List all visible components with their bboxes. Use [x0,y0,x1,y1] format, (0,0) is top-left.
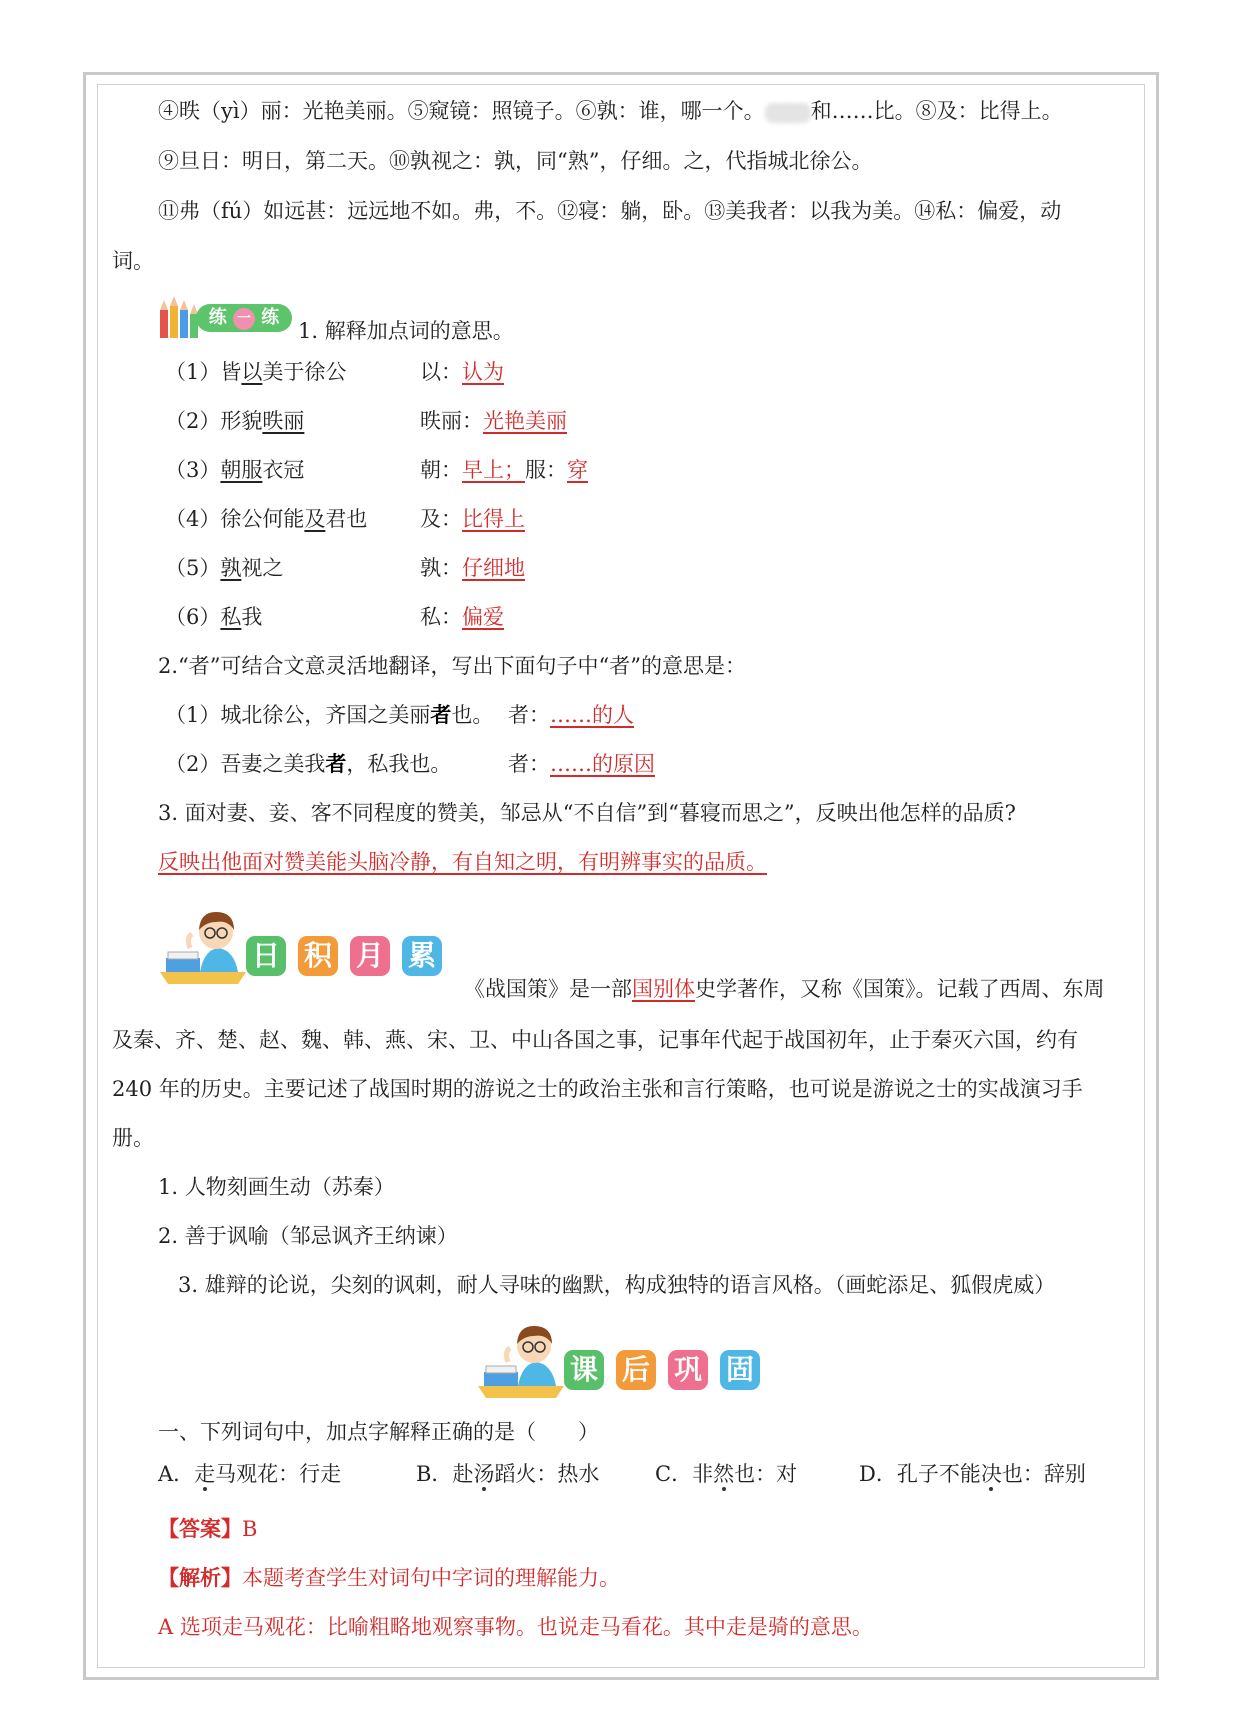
keyword: 朝服 [220,458,263,482]
answer: ……的原因 [550,752,655,776]
answer: 穿 [567,458,588,482]
note-text: 和……比。⑧及：比得上。 [810,99,1063,123]
accumulate-paragraph-line: 及秦、齐、楚、赵、魏、韩、燕、宋、卫、中山各国之事，记事年代起于战国初年，止于秦灭六国，约有 [112,1028,1078,1052]
answer: 认为 [462,360,504,384]
student-reading-illustration [160,908,246,986]
feature-item: 1. 人物刻画生动（苏秦） [158,1175,395,1199]
note-line-4: 词。 [112,249,154,273]
note-line-1 [158,96,1063,126]
student-icon [160,908,246,986]
keyword: 私 [220,605,242,629]
keyword: 及 [304,507,326,531]
title-char: 积 [298,936,338,976]
keyword: 以 [241,360,263,384]
practice-q1-title: 1. 解释加点词的意思。 [298,319,514,343]
title-char: 固 [720,1350,760,1390]
answer: 光艳美丽 [483,409,567,433]
practice-q2-title: 2.“者”可结合文意灵活地翻译，写出下面句子中“者”的意思是： [158,654,746,678]
feature-item: 2. 善于讽喻（邹忌讽齐王纳谏） [158,1224,458,1248]
practice-pill: 练 一 练 [196,304,292,332]
answer-value: B [242,1517,258,1541]
blurred-region [765,103,811,123]
review-question-title: 一、下列词句中，加点字解释正确的是（ ） [158,1420,599,1444]
dotted-keyword: 汤 [473,1462,495,1486]
option-c: C．非然也：对 [655,1462,798,1486]
title-char: 课 [564,1350,604,1390]
answer: 比得上 [462,507,525,531]
option-a: A．走马观花：行走 [158,1462,342,1486]
note-line-3: ⑪弗（fú）如远甚：远远地不如。弗，不。⑫寝：躺，卧。⑬美我者：以我为美。⑭私：偏爱，动 [158,199,1062,223]
title-char: 后 [616,1350,656,1390]
keyword: 者 [430,702,452,727]
option-d: D．孔子不能决也：辞别 [859,1462,1086,1486]
practice-q3-answer: 反映出他面对赞美能头脑冷静，有自知之明，有明辨事实的品质。 [158,850,767,874]
answer: 偏爱 [462,605,504,629]
keyword: 孰 [220,556,242,580]
answer: 仔细地 [462,556,525,580]
title-char: 巩 [668,1350,708,1390]
note-text: ④昳（yì）丽：光艳美丽。⑤窥镜：照镜子。⑥孰：谁，哪一个。 [158,99,765,123]
dotted-keyword: 然 [713,1462,735,1486]
keyword: 昳丽 [262,409,305,433]
practice-q3-title: 3. 面对妻、妾、客不同程度的赞美，邹忌从“不自信”到“暮寝而思之”，反映出他怎样的品质? [158,801,1016,825]
answer-line: 【答案】B [158,1516,258,1541]
keyword: 者 [325,751,347,776]
practice-badge [158,296,292,340]
analysis-note: A 选项走马观花：比喻粗略地观察事物。也说走马看花。其中走是骑的意思。 [158,1615,873,1639]
accumulate-paragraph-line: 册。 [112,1126,154,1150]
note-line-2: ⑨旦日：明日，第二天。⑩孰视之：孰，同“熟”，仔细。之，代指城北徐公。 [158,149,873,173]
analysis-line: 【解析】本题考查学生对词句中字词的理解能力。 [158,1565,620,1590]
answer: 早上； [462,458,525,482]
title-char: 累 [402,936,442,976]
student-reading-illustration [478,1322,564,1400]
dotted-keyword: 走 [194,1462,216,1486]
option-b: B．赴汤蹈火：热水 [416,1462,600,1486]
student-icon [478,1322,564,1400]
answer: ……的人 [550,703,634,727]
title-char: 日 [246,936,286,976]
feature-item: 3. 雄辩的论说，尖刻的讽刺，耐人寻味的幽默，构成独特的语言风格。（画蛇添足、狐假虎威） [178,1273,1056,1297]
title-char: 月 [350,936,390,976]
accumulate-paragraph-line: 《战国策》是一部国别体史学著作，又称《国策》。记载了西周、东周 [464,977,1105,1001]
dotted-keyword: 决 [980,1462,1002,1486]
accumulate-paragraph-line: 240 年的历史。主要记述了战国时期的游说之士的政治主张和言行策略，也可说是游说之士的实战演习手 [112,1077,1083,1101]
keyword: 国别体 [632,977,695,1001]
